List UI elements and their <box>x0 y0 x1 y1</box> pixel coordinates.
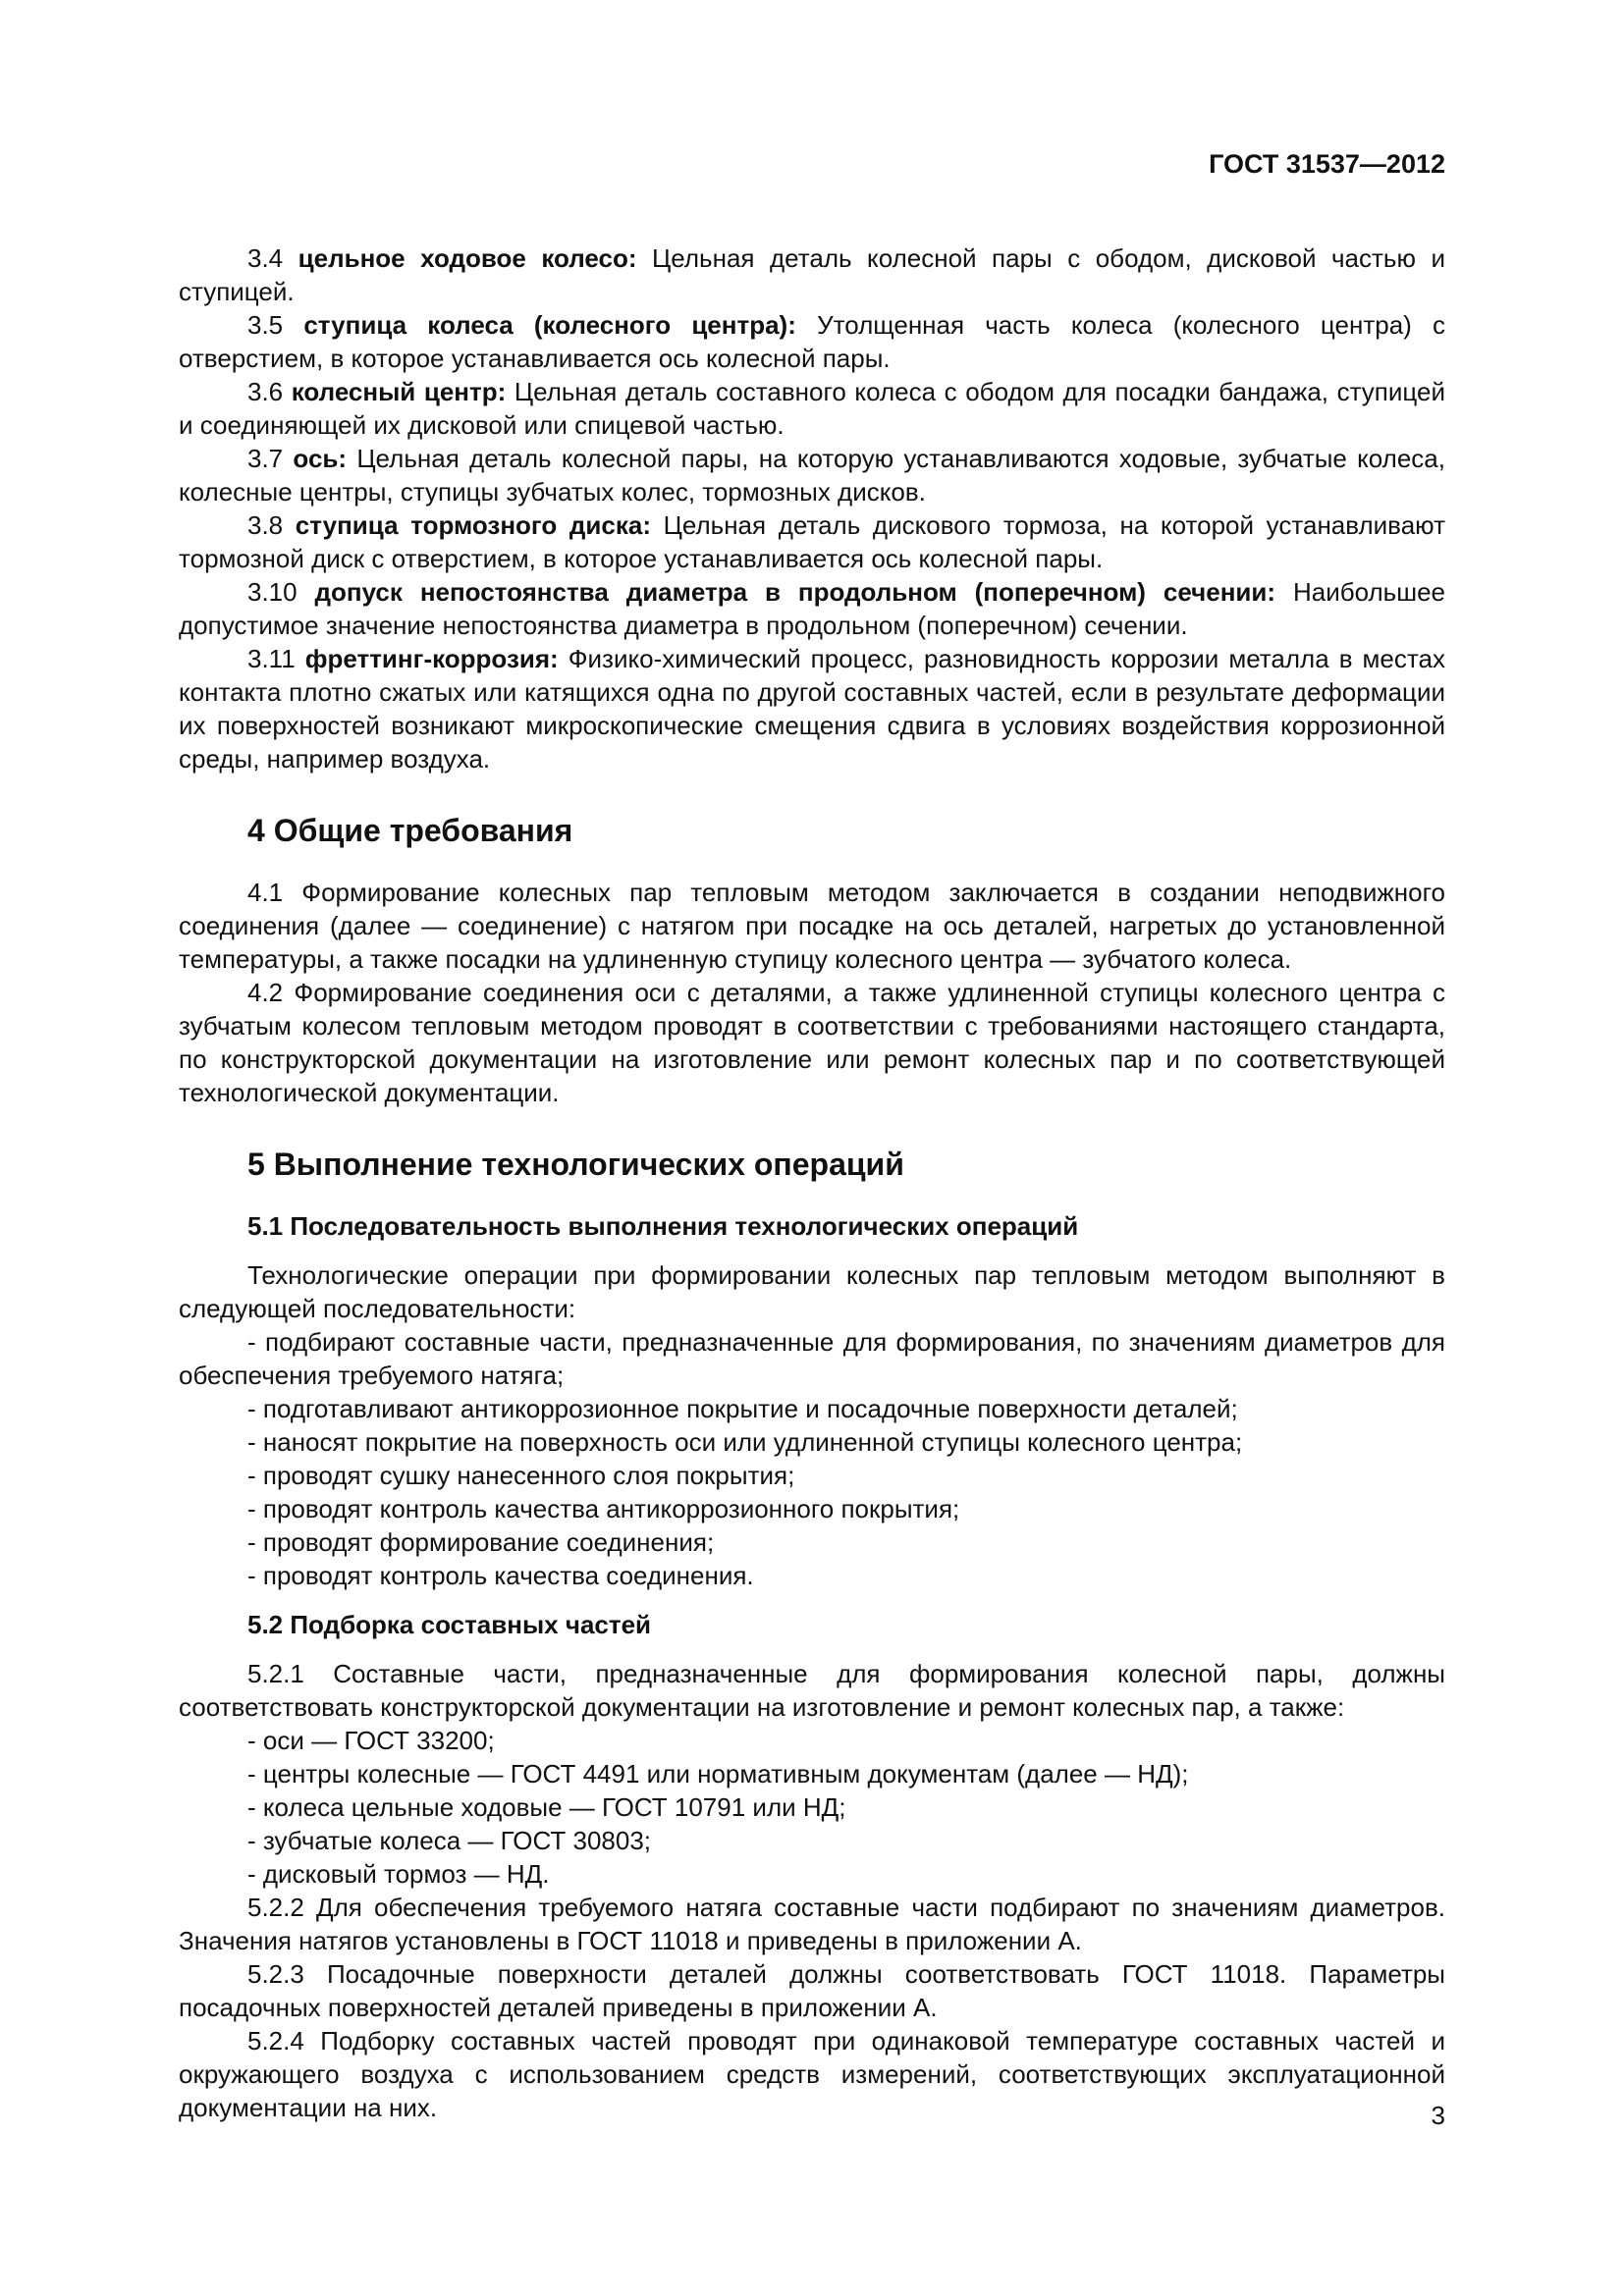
definition-3-8: 3.8 ступица тормозного диска: Цельная деталь дискового тормоза, на которой устанавливают тормозной диск с отверстием, в которое устанавливается ось колесной пары. <box>179 510 1445 573</box>
list-item: - дисковый тормоз — НД. <box>247 1859 550 1889</box>
definitions-block <box>179 241 1445 775</box>
definition-3-4: 3.4 цельное ходовое колесо: Цельная деталь колесной пары с ободом, дисковой частью и ступицей. <box>179 243 1445 306</box>
definition-term: допуск непостоянства диаметра в продольном (поперечном) сечении: <box>314 577 1276 607</box>
list-item: - подготавливают антикоррозионное покрытие и посадочные поверхности деталей; <box>247 1394 1238 1423</box>
list-item: - проводят формирование соединения; <box>247 1527 715 1557</box>
definition-term: ступица колеса (колесного центра): <box>303 310 796 340</box>
subsection-5-2-heading: 5.2 Подборка составных частей <box>247 1610 652 1639</box>
list-item: - проводят контроль качества соединения. <box>247 1561 754 1590</box>
page-number: 3 <box>1431 2101 1445 2130</box>
paragraph-5-2-1: 5.2.1 Составные части, предназначенные для формирования колесной пары, должны соответствовать конструкторской документации на изготовление и ремонт колесных пар, а также: <box>179 1659 1445 1722</box>
list-item: - подбирают составные части, предназначенные для формирования, по значениям диаметров для обеспечения требуемого натяга; <box>179 1327 1445 1390</box>
subsection-5-1-heading: 5.1 Последовательность выполнения технологических операций <box>247 1211 1079 1241</box>
paragraph-5-2-2: 5.2.2 Для обеспечения требуемого натяга составные части подбирают по значениям диаметров. Значения натягов установлены в ГОСТ 11018 и приведены в приложении А. <box>179 1893 1445 1955</box>
list-item: - проводят контроль качества антикоррозионного покрытия; <box>247 1494 960 1523</box>
list-item: - колеса цельные ходовые — ГОСТ 10791 или НД; <box>247 1792 846 1822</box>
definition-term: ступица тормозного диска: <box>295 510 651 540</box>
definition-3-6: 3.6 колесный центр: Цельная деталь составного колеса с ободом для посадки бандажа, ступицей и соединяющей их дисковой или спицевой частью. <box>179 377 1445 440</box>
definition-term: колесный центр: <box>291 377 507 406</box>
paragraph-4-2: 4.2 Формирование соединения оси с деталями, а также удлиненной ступицы колесного центра с зубчатым колесом тепловым методом проводят в соответствии с требованиями настоящего стандарта, по конструкторской документации на изготовление или ремонт колесных пар и по соответствующей технологической документации. <box>179 978 1445 1107</box>
document-code-header: ГОСТ 31537—2012 <box>1209 149 1445 179</box>
list-item: - наносят покрытие на поверхность оси или удлиненной ступицы колесного центра; <box>247 1427 1243 1457</box>
definition-term: ось: <box>293 444 348 473</box>
definition-3-5: 3.5 ступица колеса (колесного центра): Утолщенная часть колеса (колесного центра) с отверстием, в которое устанавливается ось колесной пары. <box>179 310 1445 373</box>
paragraph-5-1-intro: Технологические операции при формировании колесных пар тепловым методом выполняют в следующей последовательности: <box>179 1260 1445 1323</box>
definition-term: фреттинг-коррозия: <box>304 644 559 673</box>
list-item: - оси — ГОСТ 33200; <box>247 1726 495 1755</box>
list-item: - зубчатые колеса — ГОСТ 30803; <box>247 1826 652 1855</box>
section-4-heading: 4 Общие требования <box>247 813 573 848</box>
paragraph-5-2-4: 5.2.4 Подборку составных частей проводят при одинаковой температуре составных частей и окружающего воздуха с использованием средств измерений, соответствующих эксплуатационной документации на них. <box>179 2026 1445 2122</box>
definition-3-7: 3.7 ось: Цельная деталь колесной пары, на которую устанавливаются ходовые, зубчатые колеса, колесные центры, ступицы зубчатых колес, тормозных дисков. <box>179 444 1445 507</box>
list-item: - проводят сушку нанесенного слоя покрытия; <box>247 1461 795 1490</box>
definition-3-11: 3.11 фреттинг-коррозия: Физико-химический процесс, разновидность коррозии металла в местах контакта плотно сжатых или катящихся одна по другой составных частей, если в результате деформации их поверхностей возникают микроскопические смещения сдвига в условиях воздействия коррозионной среды, например воздуха. <box>179 644 1445 774</box>
definition-3-10: 3.10 допуск непостоянства диаметра в продольном (поперечном) сечении: Наибольшее допустимое значение непостоянства диаметра в продольном (поперечном) сечении. <box>179 577 1445 640</box>
paragraph-4-1: 4.1 Формирование колесных пар тепловым методом заключается в создании неподвижного соединения (далее — соединение) с натягом при посадке на ось деталей, нагретых до установленной температуры, а также посадки на удлиненную ступицу колесного центра — зубчатого колеса. <box>179 878 1445 974</box>
list-item: - центры колесные — ГОСТ 4491 или нормативным документам (далее — НД); <box>247 1759 1189 1789</box>
section-5-heading: 5 Выполнение технологических операций <box>247 1147 904 1182</box>
definition-term: цельное ходовое колесо: <box>298 243 637 273</box>
paragraph-5-2-3: 5.2.3 Посадочные поверхности деталей должны соответствовать ГОСТ 11018. Параметры посадочных поверхностей деталей приведены в приложении А. <box>179 1959 1445 2022</box>
